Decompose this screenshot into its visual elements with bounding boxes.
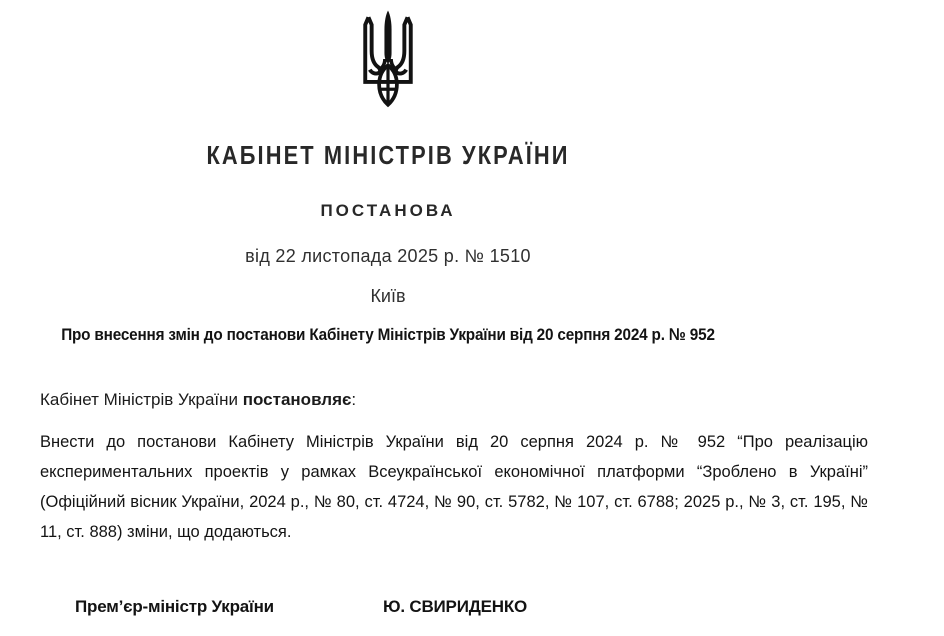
preamble-emphasis: постановляє: [242, 390, 352, 409]
signatory-name: Ю. СВИРИДЕНКО: [383, 597, 528, 616]
body-line: (Офіційний вісник України, 2024 р., № 80, ст. 4724, № 90, ст. 5782, № 107, ст. 6788; 2025 р., № 3, ст. 195, №: [40, 493, 868, 511]
document-title: Про внесення змін до постанови Кабінету Міністрів України від 20 серпня 2024 р. № 952: [61, 325, 715, 344]
signatory-title: Прем’єр-міністр України: [75, 597, 274, 616]
body-paragraph: [40, 427, 868, 547]
preamble-tail: :: [351, 390, 357, 409]
body-line: 11, ст. 888) зміни, що додаються.: [40, 523, 292, 541]
signature-row: [75, 597, 944, 617]
preamble-lead: Кабінет Міністрів України: [40, 390, 243, 409]
date-and-number-line: від 22 листопада 2025 р. № 1510: [245, 246, 531, 266]
document-type-heading: ПОСТАНОВА: [320, 201, 456, 220]
document-header: [0, 9, 776, 345]
body-line: експериментальних проектів у рамках Всеукраїнської економічної платформи “Зроблено в Україні”: [40, 463, 868, 481]
issuing-authority-title: КАБІНЕТ МІНІСТРІВ УКРАЇНИ: [206, 140, 570, 170]
preamble-line: [40, 390, 868, 410]
decree-document-page: [0, 9, 944, 636]
place-of-issue: Київ: [370, 286, 406, 306]
ukraine-trident-emblem-icon: [356, 9, 420, 109]
body-line: Внести до постанови Кабінету Міністрів України від 20 серпня 2024 р. № 952 “Про реалізацію: [40, 433, 868, 451]
